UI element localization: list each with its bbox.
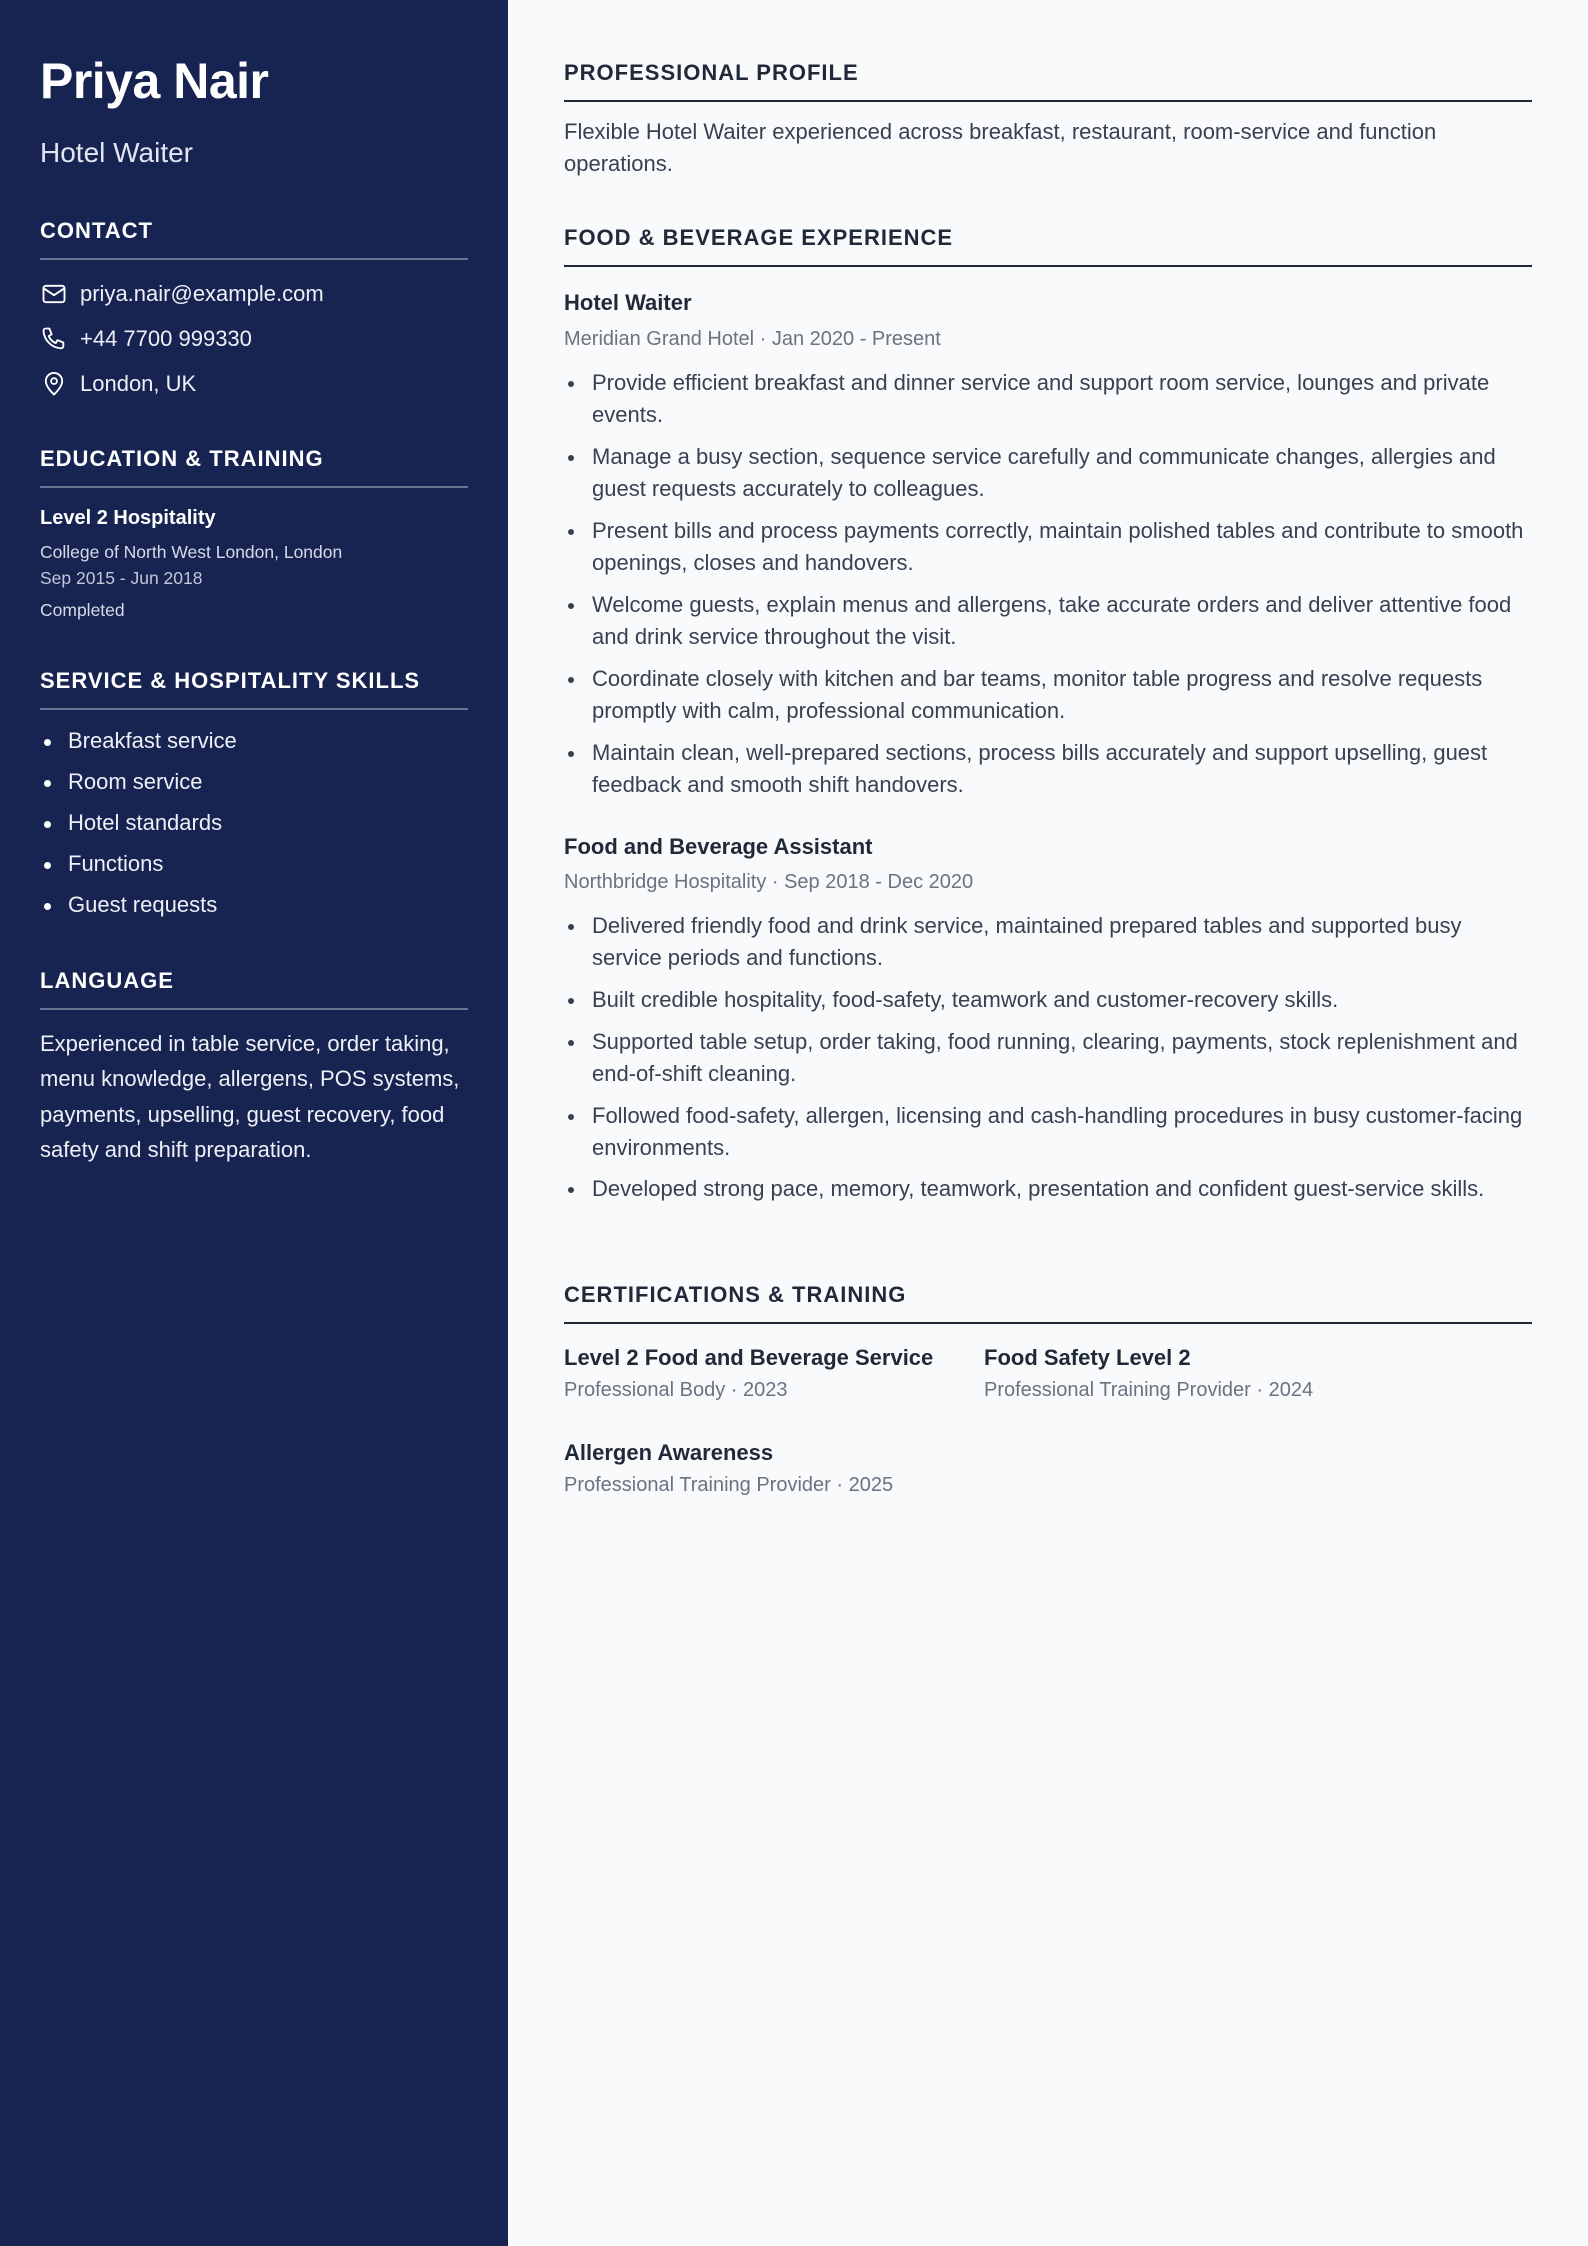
certification-title: Food Safety Level 2 [984, 1345, 1191, 1370]
job-bullet: Followed food-safety, allergen, licensing and cash-handling procedures in busy customer-facing environments. [564, 1100, 1532, 1164]
profile-text: Flexible Hotel Waiter experienced across breakfast, restaurant, room-service and function operations. [564, 119, 1437, 176]
education-title: Level 2 Hospitality [40, 507, 216, 529]
contact-phone[interactable] [40, 323, 252, 355]
certification-title: Allergen Awareness [564, 1440, 774, 1465]
phone-icon [40, 325, 68, 353]
contact-location-text: London, UK [80, 371, 197, 396]
job-bullet: Maintain clean, well-prepared sections, process bills accurately and support upselling, guest feedback and smooth shift handovers. [564, 737, 1532, 801]
certification-meta: Professional Training Provider · 2024 [984, 1379, 1314, 1401]
job-meta: Meridian Grand Hotel · Jan 2020 - Present [564, 328, 941, 350]
certification-meta: Professional Body · 2023 [564, 1379, 788, 1401]
job-bullet: Developed strong pace, memory, teamwork, presentation and confident guest-service skills. [564, 1173, 1532, 1205]
contact-email-text: priya.nair@example.com [80, 281, 324, 306]
sidebar [0, 0, 508, 2246]
skill-item: Functions [40, 851, 468, 892]
skill-item: Guest requests [40, 892, 468, 933]
contact-phone-text: +44 7700 999330 [80, 326, 252, 351]
certifications-heading: CERTIFICATIONS & TRAINING [564, 1282, 1532, 1324]
job-bullet: Coordinate closely with kitchen and bar teams, monitor table progress and resolve requests promptly with calm, professional communication. [564, 663, 1532, 727]
job-bullet: Provide efficient breakfast and dinner service and support room service, lounges and private events. [564, 367, 1532, 431]
language-text: Experienced in table service, order taking, menu knowledge, allergens, POS systems, payments, upselling, guest recovery, food safety and shift preparation. [40, 1031, 460, 1163]
job-bullets [564, 910, 1532, 1215]
profile-heading: PROFESSIONAL PROFILE [564, 60, 1532, 102]
location-pin-icon [40, 370, 68, 398]
certification-meta: Professional Training Provider · 2025 [564, 1474, 894, 1496]
education-dates: Sep 2015 - Jun 2018 [40, 568, 203, 588]
job-bullet: Delivered friendly food and drink service, maintained prepared tables and supported busy service periods and functions. [564, 910, 1532, 974]
job-bullet: Manage a busy section, sequence service carefully and communicate changes, allergies and guest requests accurately to colleagues. [564, 441, 1532, 505]
job-bullet: Supported table setup, order taking, food running, clearing, payments, stock replenishment and end-of-shift cleaning. [564, 1026, 1532, 1090]
job-bullet: Welcome guests, explain menus and allergens, take accurate orders and deliver attentive food and drink service throughout the visit. [564, 589, 1532, 653]
skill-item: Hotel standards [40, 810, 468, 851]
job-bullet: Present bills and process payments correctly, maintain polished tables and contribute to smooth openings, closes and handovers. [564, 515, 1532, 579]
education-status: Completed [40, 600, 125, 620]
job-meta: Northbridge Hospitality · Sep 2018 - Dec 2020 [564, 871, 974, 893]
education-heading: EDUCATION & TRAINING [40, 446, 468, 488]
mail-icon [40, 280, 68, 308]
skills-list [40, 728, 468, 933]
education-school: College of North West London, London [40, 542, 343, 562]
job-bullet: Built credible hospitality, food-safety, teamwork and customer-recovery skills. [564, 984, 1532, 1016]
language-heading: LANGUAGE [40, 968, 468, 1010]
experience-heading: FOOD & BEVERAGE EXPERIENCE [564, 225, 1532, 267]
candidate-role: Hotel Waiter [40, 137, 194, 168]
contact-heading: CONTACT [40, 218, 468, 260]
contact-location [40, 368, 196, 400]
candidate-name: Priya Nair [40, 53, 269, 109]
skill-item: Breakfast service [40, 728, 468, 769]
skills-heading: SERVICE & HOSPITALITY SKILLS [40, 668, 468, 710]
contact-email[interactable] [40, 278, 324, 310]
job-title: Hotel Waiter [564, 290, 692, 315]
job-bullets [564, 367, 1532, 810]
job-title: Food and Beverage Assistant [564, 834, 873, 859]
certification-title: Level 2 Food and Beverage Service [564, 1345, 934, 1370]
skill-item: Room service [40, 769, 468, 810]
